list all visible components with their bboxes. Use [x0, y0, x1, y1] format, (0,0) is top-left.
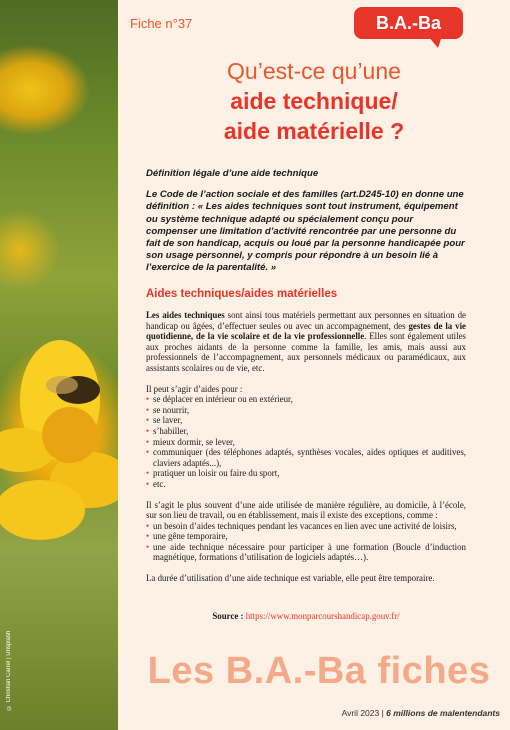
badge-speech-tail	[428, 36, 442, 48]
title-line-3: aide matérielle ?	[223, 118, 405, 144]
bee-flower-photo	[0, 0, 118, 730]
list-item: • se déplacer en intérieur ou en extérieur,	[146, 394, 466, 405]
fiche-number: Fiche n°37	[130, 16, 193, 31]
list-item: • une aide technique nécessaire pour participer à une formation (Boucle d’induction magnétique, formations d’utilisation de logiciels adaptés…).	[146, 542, 466, 563]
duration-paragraph: La durée d’utilisation d’une aide technique est variable, elle peut être temporaire.	[146, 573, 435, 584]
definition-text: Le Code de l’action sociale et des familles (art.D245-10) en donne une définition : « Les aides techniques sont tout instrument, équipement ou système technique adapté ou spécialement conçu pour compenser une limitation d’activité rencontrée par une personne du fait de son handicap, acquis ou loué par la personne handicapée pour son usage personnel, y compris pour répondre à un besoin lié à l’exercice de la parentalité. »	[146, 189, 465, 274]
list-item: • se laver,	[146, 415, 466, 426]
flower-petals-illustration	[0, 330, 118, 550]
bold-aides-techniques: Les aides techniques	[146, 310, 225, 320]
list-item: • etc.	[146, 479, 466, 490]
list-item: • pratiquer un loisir ou faire du sport,	[146, 468, 466, 479]
intro-text-b: . Elles sont également utiles aux proches aidants de la personne comme la famille, les amis, mais aussi aux professionnels de l’accompagnement, aux personnels médicaux ou paramédicaux, aux assistants scolaires ou de vie, etc.	[146, 331, 466, 373]
intro-paragraph	[146, 310, 466, 374]
ba-ba-badge: B.A.-Ba	[354, 7, 463, 39]
list-item: • s’habiller,	[146, 426, 466, 437]
footer-org: 6 millions de malentendants	[386, 708, 500, 718]
exceptions-list	[146, 521, 466, 563]
source-label: Source :	[212, 611, 246, 621]
section-heading: Aides techniques/aides matérielles	[146, 288, 338, 300]
source-line	[146, 611, 466, 621]
footer-date: Avril 2023 |	[341, 708, 387, 718]
list1-intro: Il peut s’agir d’aides pour :	[146, 383, 243, 394]
bold-gestes: gestes de la vie quotidienne, de la vie scolaire et de la vie professionnelle	[146, 320, 466, 342]
title-line-2: aide technique/	[230, 88, 398, 114]
list-item: • se nourrir,	[146, 405, 466, 416]
legal-definition	[146, 168, 466, 275]
list-item: • communiquer (des téléphones adaptés, synthèses vocales, aides optiques et auditives, claviers adaptés...),	[146, 447, 466, 468]
definition-heading: Définition légale d’une aide technique	[146, 168, 319, 179]
section-body	[146, 310, 466, 584]
title-line-1: Qu’est-ce qu’une	[227, 58, 401, 84]
footer-meta	[342, 708, 500, 718]
aides-list	[146, 394, 466, 489]
list-item: • un besoin d’aides techniques pendant les vacances en lien avec une activité de loisirs,	[146, 521, 466, 532]
photo-credit: © Christian Carrel | Unsplash	[6, 630, 12, 710]
usage-paragraph: Il s’agit le plus souvent d’une aide utilisée de manière régulière, au domicile, à l’école, sur son lieu de travail, ou en établissement, mais il existe des exceptions, comme :	[146, 499, 466, 521]
list-item: • mieux dormir, se lever,	[146, 437, 466, 448]
source-link[interactable]: https://www.monparcourshandicap.gouv.fr/	[245, 611, 400, 621]
intro-text-a: sont ainsi tous matériels permettant aux personnes en situation de handicap ou âgées, d’effectuer seules ou avec un accompagnement, des	[146, 310, 466, 331]
list-item: • une gêne temporaire,	[146, 531, 466, 542]
footer-brand: Les B.A.-Ba fiches	[147, 650, 491, 692]
